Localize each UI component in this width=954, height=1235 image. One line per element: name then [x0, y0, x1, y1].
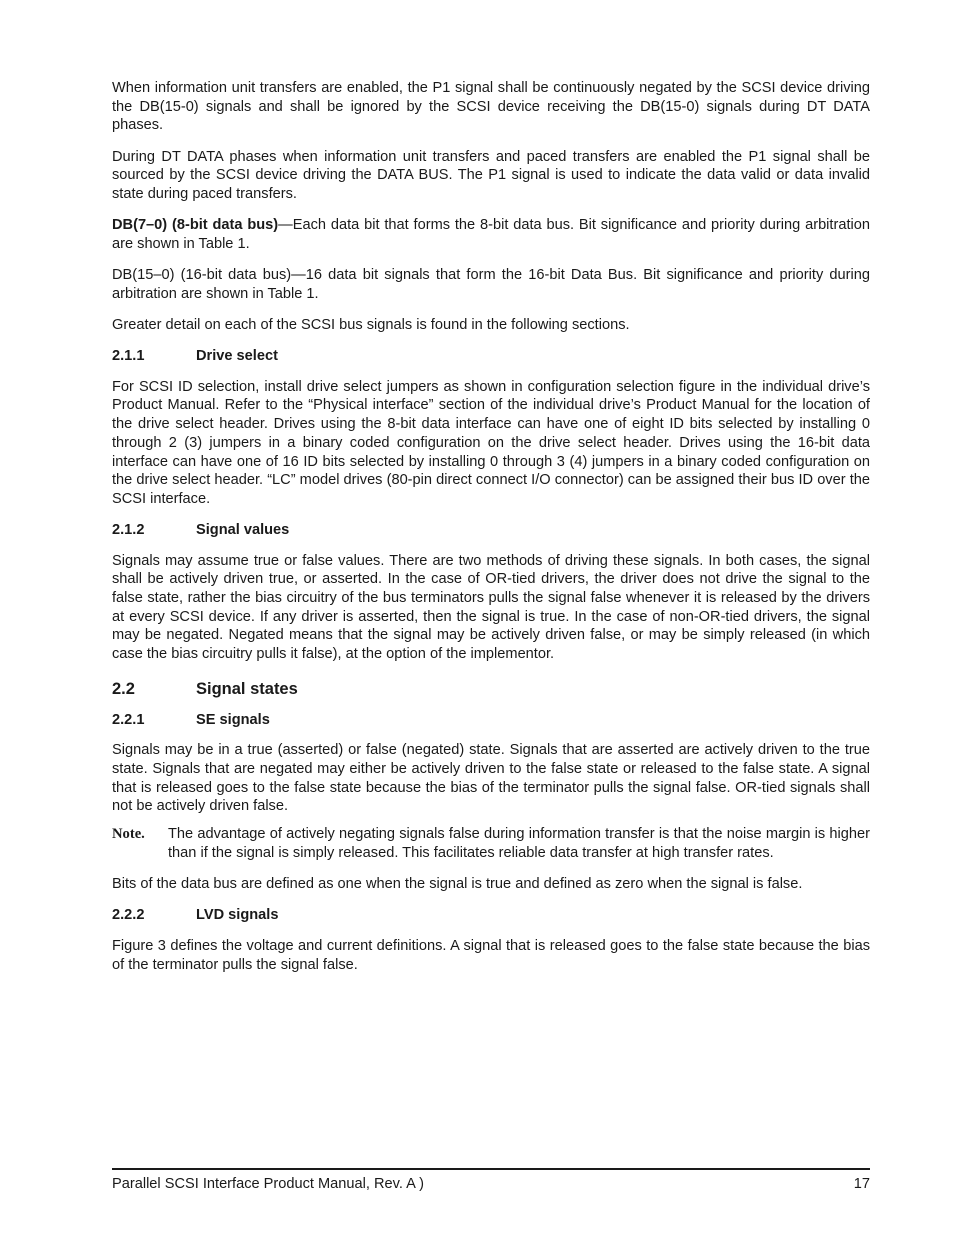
paragraph-drive-select: For SCSI ID selection, install drive select jumpers as shown in configuration selection figure in the individual drive’s Product Manual. Refer to the “Physical interface” section of the individual drive’s Product Manual for the location of the drive select header. Drives using the 8-bit data interface can have one of eight ID bits selected by installing 0 through 2 (3) jumpers in a binary coded configuration on the drive select header. Drives using the 16-bit data interface can have one of 16 ID bits selected by installing 0 through 3 (4) jumpers in a binary coded configuration on the drive select header. “LC” model drives (80-pin direct connect I/O connector) can be assigned their bus ID over the SCSI interface. [112, 378, 870, 507]
section-number: 2.2.1 [112, 711, 145, 728]
paragraph-lvd-signals: Figure 3 defines the voltage and current definitions. A signal that is released goes to the false state because the bias of the terminator pulls the signal false. [112, 937, 870, 973]
footer-divider [112, 1168, 870, 1170]
section-number: 2.1.2 [112, 522, 145, 539]
section-number: 2.1.1 [112, 348, 145, 365]
note-text: The advantage of actively negating signals false during information transfer is that the noise margin is higher than if the signal is simply released. This facilitates reliable data transfer at high transfer rates. [168, 826, 870, 861]
section-title: Signal states [196, 679, 298, 698]
section-number: 2.2 [112, 679, 135, 698]
heading-lvd-signals [112, 906, 870, 924]
paragraph-se-signals: Signals may be in a true (asserted) or false (negated) state. Signals that are asserted are actively driven to the true state. Signals that are negated may either be actively driven to the false state or released to the false state. A signal that is released goes to the false state because the bias of the terminator pulls the signal false. OR-tied signals shall not be actively driven false. [112, 742, 870, 815]
section-title: Signal values [196, 522, 290, 539]
section-title: Drive select [196, 348, 278, 365]
note-block [112, 825, 870, 862]
page-body [112, 79, 870, 987]
section-title: LVD signals [196, 907, 279, 924]
heading-signal-states [112, 679, 870, 699]
definition-db7-0: —Each data bit that forms the 8-bit data bus. Bit significance and priority during arbitration are shown in Table 1. [112, 217, 870, 252]
paragraph-greater-detail: Greater detail on each of the SCSI bus signals is found in the following sections. [112, 317, 630, 334]
paragraph-p1-signal-negation: When information unit transfers are enabled, the P1 signal shall be continuously negated by the SCSI device driving the DB(15-0) signals and shall be ignored by the SCSI device receiving the DB(15-0) signals during DT DATA phases. [112, 80, 870, 134]
paragraph-p1-paced-transfers: During DT DATA phases when information unit transfers and paced transfers are enabled the P1 signal shall be sourced by the SCSI device driving the DATA BUS. The P1 signal is used to indicate the data valid or data invalid state during paced transfers. [112, 148, 870, 203]
section-number: 2.2.2 [112, 907, 145, 924]
paragraph-signal-values: Signals may assume true or false values. There are two methods of driving these signals. In both cases, the signal shall be actively driven true, or asserted. In the case of OR-tied drivers, the driver does not drive the signal to the false state, rather the bias circuitry of the bus terminators pulls the signal false whenever it is released by the drivers at every SCSI device. If any driver is asserted, then the signal is true. In the case of non-OR-tied drivers, the signal may be negated. Negated means that the signal may be actively driven false, or may be simply released (in which case the bias circuitry pulls it false), at the option of the implementor. [112, 552, 870, 663]
page-number: 17 [853, 1176, 870, 1192]
footer-title: Parallel SCSI Interface Product Manual, Rev. A ) [112, 1176, 425, 1192]
page-footer [112, 1175, 870, 1193]
paragraph-data-bus-bits: Bits of the data bus are defined as one when the signal is true and defined as zero when the signal is false. [112, 876, 803, 893]
section-title: SE signals [196, 711, 270, 728]
paragraph-db7-0 [112, 216, 870, 253]
heading-drive-select [112, 347, 870, 365]
paragraph-db15-0: DB(15–0) (16-bit data bus)—16 data bit signals that form the 16-bit Data Bus. Bit significance and priority during arbitration are shown in Table 1. [112, 267, 870, 302]
heading-signal-values [112, 521, 870, 539]
term-db7-0: DB(7–0) (8-bit data bus) [112, 217, 279, 234]
heading-se-signals [112, 711, 870, 729]
note-label: Note. [112, 826, 145, 843]
